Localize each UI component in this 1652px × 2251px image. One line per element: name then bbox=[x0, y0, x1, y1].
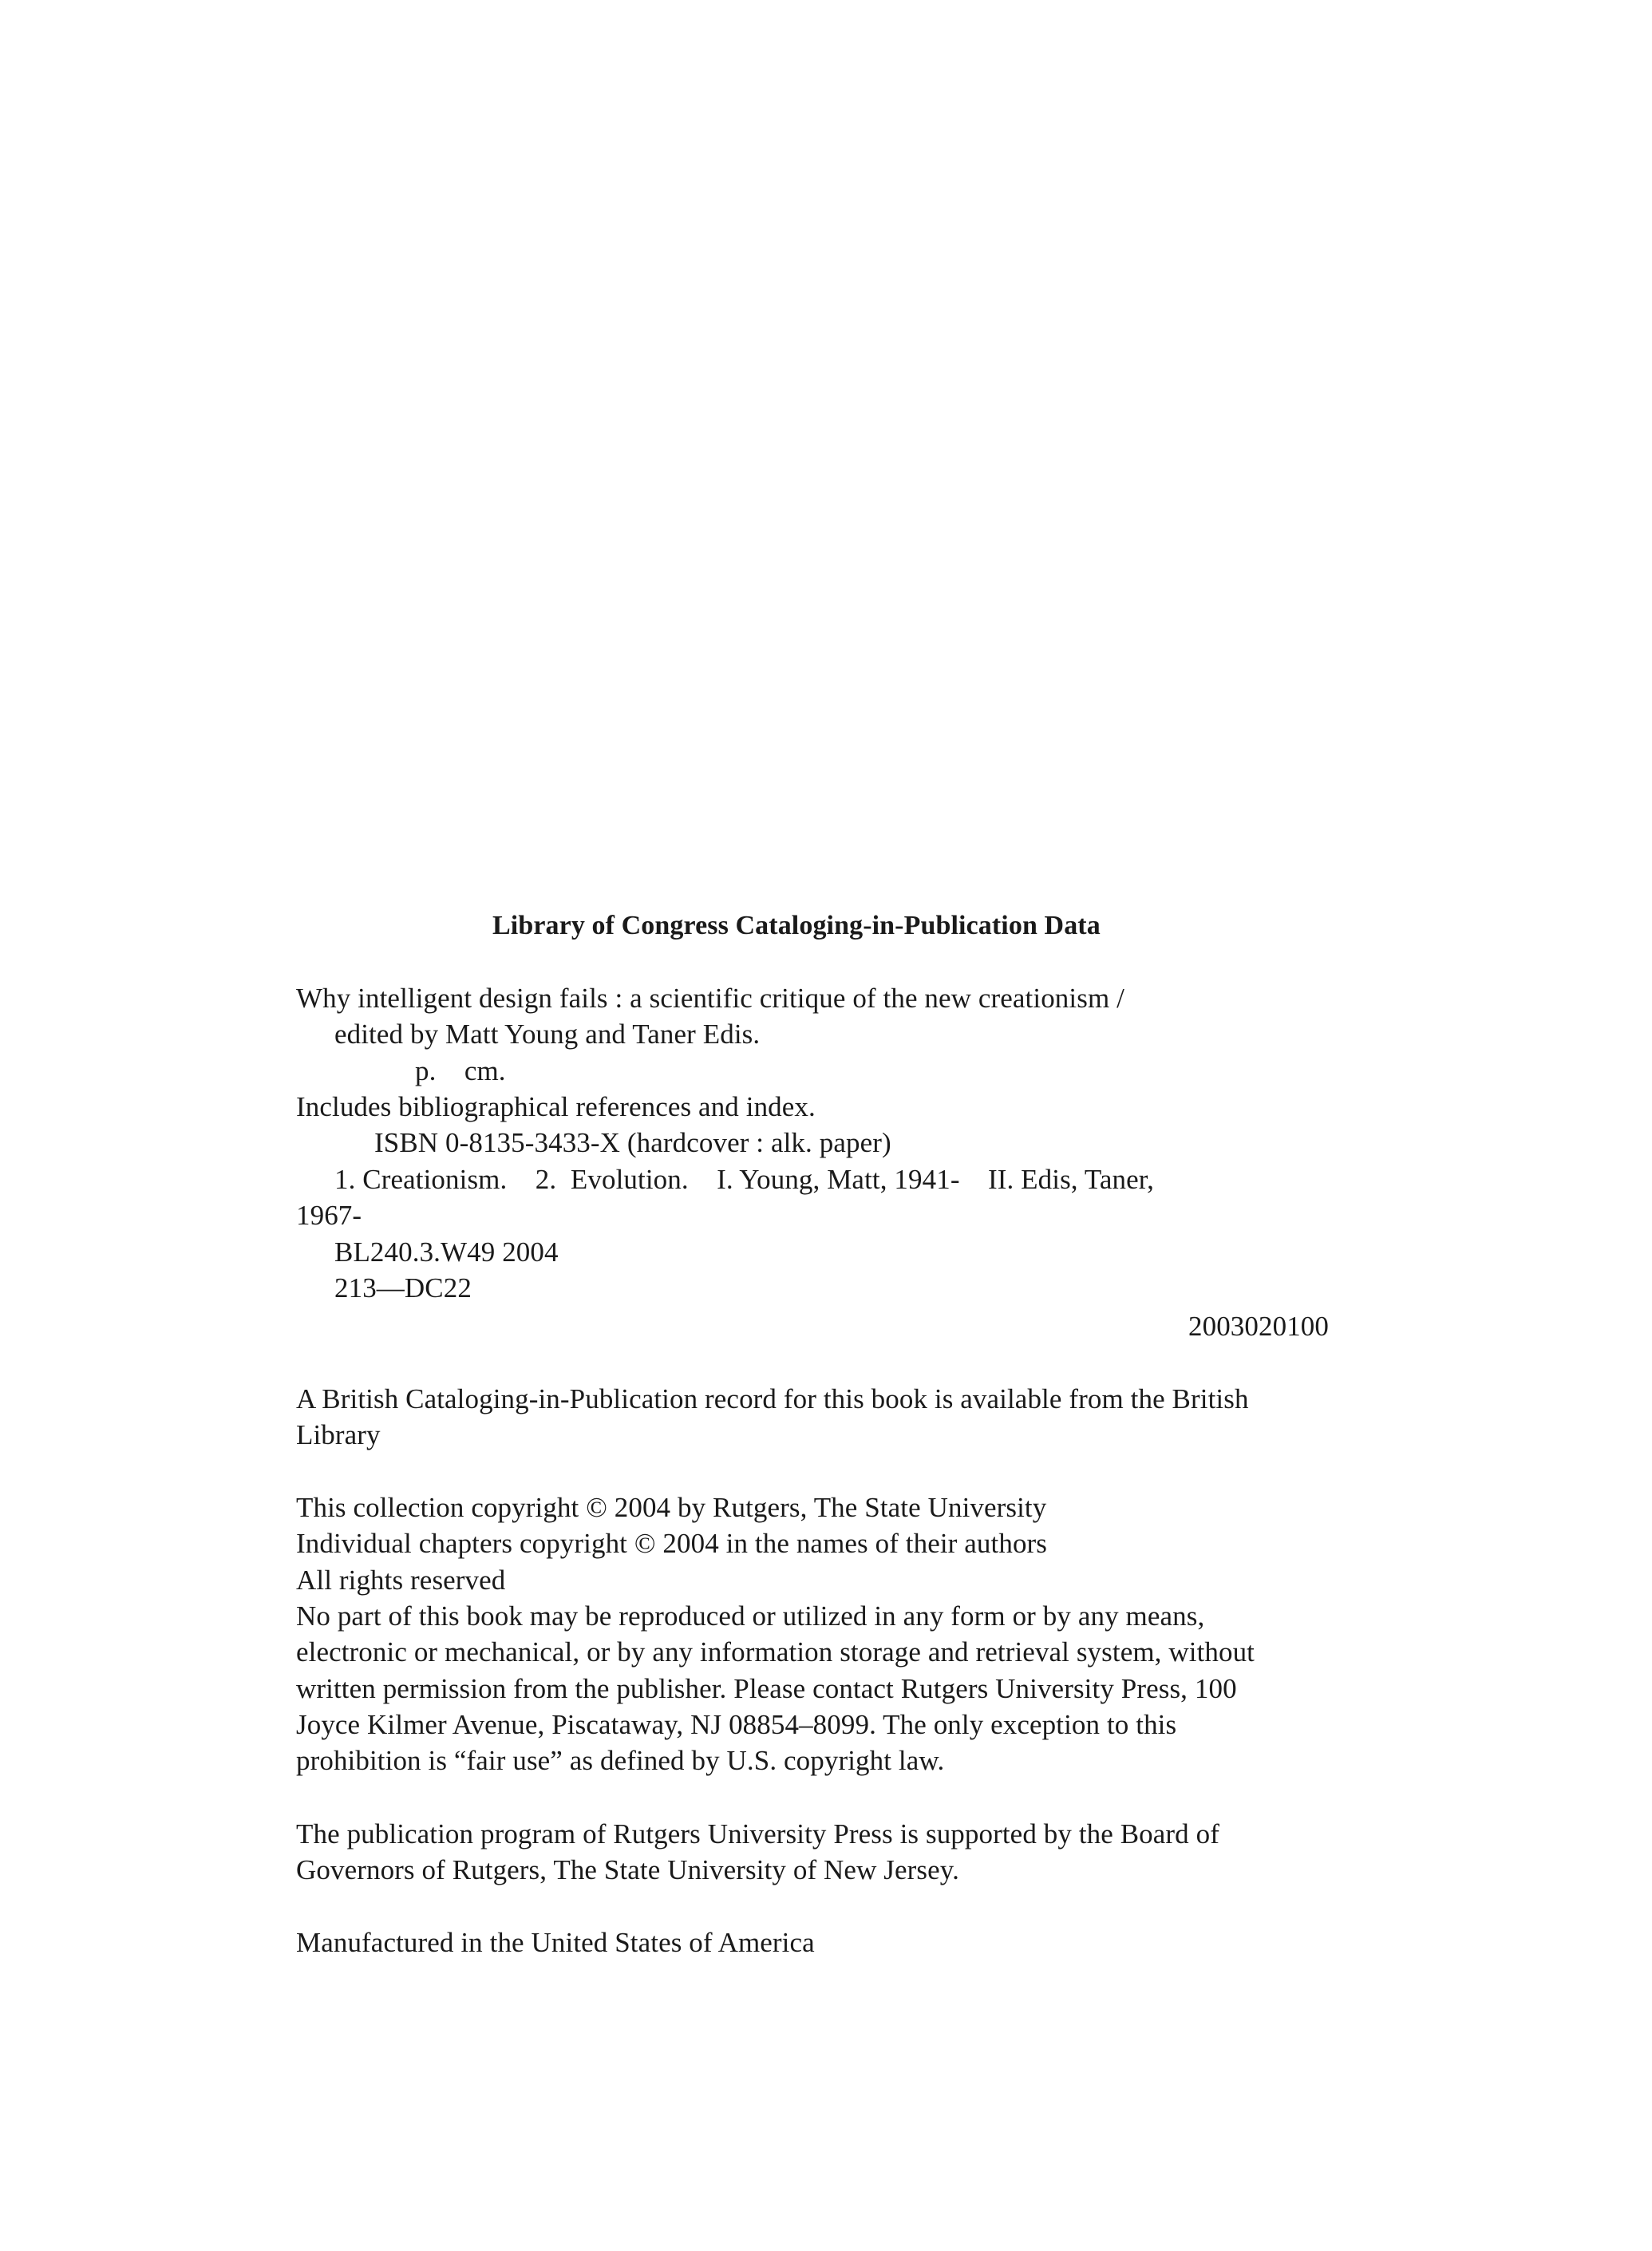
manufactured-line: Manufactured in the United States of America bbox=[296, 1927, 815, 1958]
copyright-line-7: Joyce Kilmer Avenue, Piscataway, NJ 08854–8099. The only exception to this bbox=[296, 1709, 1177, 1740]
support-line-1: The publication program of Rutgers University Press is supported by the Board of bbox=[296, 1818, 1219, 1849]
copyright-line-5: electronic or mechanical, or by any information storage and retrieval system, without bbox=[296, 1636, 1255, 1667]
copyright-line-3: All rights reserved bbox=[296, 1565, 506, 1596]
british-record-line-1: A British Cataloging-in-Publication record for this book is available from the British bbox=[296, 1383, 1249, 1414]
copyright-line-6: written permission from the publisher. Please contact Rutgers University Press, 100 bbox=[296, 1673, 1237, 1704]
cip-heading: Library of Congress Cataloging-in-Publication Data bbox=[492, 911, 1101, 940]
cip-editors-line: edited by Matt Young and Taner Edis. bbox=[334, 1019, 761, 1050]
cip-lc-classification: BL240.3.W49 2004 bbox=[334, 1236, 559, 1268]
copyright-line-2: Individual chapters copyright © 2004 in the names of their authors bbox=[296, 1528, 1048, 1559]
copyright-line-8: prohibition is “fair use” as defined by U.S. copyright law. bbox=[296, 1745, 945, 1776]
copyright-line-1: This collection copyright © 2004 by Rutgers, The State University bbox=[296, 1492, 1047, 1523]
cip-pages-line: p. cm. bbox=[415, 1055, 506, 1086]
cip-isbn-line: ISBN 0-8135-3433-X (hardcover : alk. paper) bbox=[374, 1127, 891, 1158]
copyright-line-4: No part of this book may be reproduced or utilized in any form or by any means, bbox=[296, 1600, 1205, 1632]
cip-subjects-continuation: 1967- bbox=[296, 1200, 362, 1231]
support-line-2: Governors of Rutgers, The State University of New Jersey. bbox=[296, 1854, 959, 1885]
british-record-line-2: Library bbox=[296, 1419, 381, 1450]
cip-subjects-line: 1. Creationism. 2. Evolution. I. Young, Matt, 1941- II. Edis, Taner, bbox=[334, 1164, 1154, 1195]
cip-dewey-classification: 213—DC22 bbox=[334, 1272, 472, 1304]
cip-title-line: Why intelligent design fails : a scientific critique of the new creationism / bbox=[296, 983, 1124, 1014]
cip-includes-line: Includes bibliographical references and index. bbox=[296, 1091, 816, 1122]
cip-lccn: 2003020100 bbox=[1188, 1311, 1329, 1342]
